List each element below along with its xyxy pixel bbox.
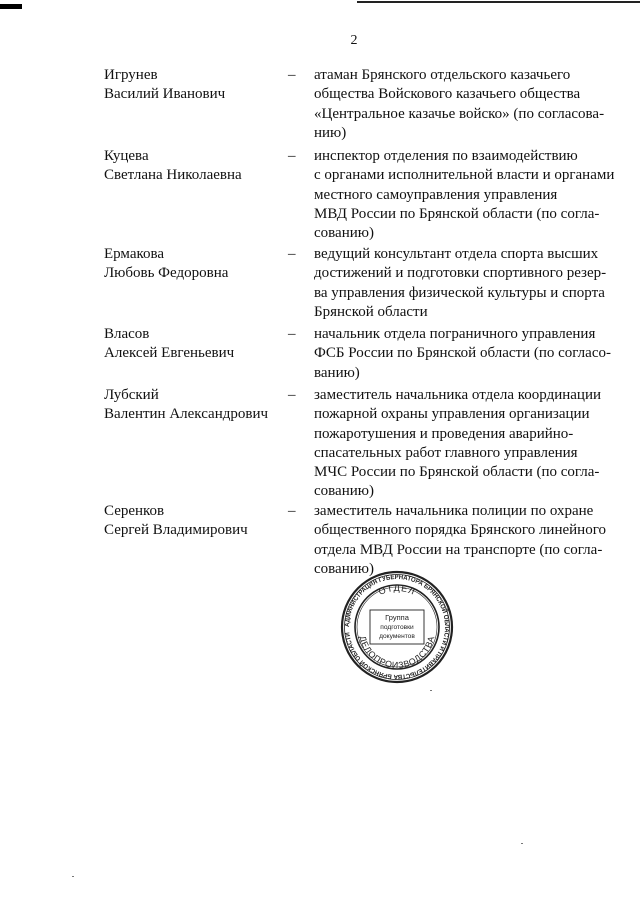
position-line: сованию): [314, 483, 374, 500]
member-given-names: Любовь Федоровна: [104, 265, 229, 281]
position-line: пожаротушения и проведения аварийно-: [314, 425, 574, 442]
position-line: сованию): [314, 560, 374, 577]
member-name: [104, 502, 284, 540]
position-line: местного самоуправления управления: [314, 186, 558, 203]
member-position: [314, 386, 612, 502]
position-line: Брянской области: [314, 303, 428, 320]
position-line: МЧС России по Брянской области (по согла-: [314, 464, 600, 481]
position-line: сованию): [314, 225, 374, 242]
member-given-names: Валентин Александрович: [104, 406, 269, 422]
position-line: инспектор отделения по взаимодействию: [314, 148, 578, 164]
position-line: общества Войскового казачьего общества: [314, 86, 581, 103]
position-line: ва управления физической культуры и спорта: [314, 284, 605, 301]
position-line: заместитель начальника отдела координации: [314, 387, 601, 403]
position-line: ванию): [314, 364, 360, 381]
member-given-names: Светлана Николаевна: [104, 167, 242, 183]
page-number: 2: [350, 33, 358, 48]
member-surname: Власов: [104, 326, 150, 342]
member-surname: Игрунев: [104, 67, 158, 83]
member-position: [314, 325, 612, 383]
position-line: спасательных работ главного управления: [314, 444, 578, 461]
seal-bottom-text: ДЕЛОПРОИЗВОДСТВА: [357, 634, 437, 671]
member-dash: –: [288, 326, 296, 342]
member-given-names: Сергей Владимирович: [104, 522, 248, 538]
scan-speck: [430, 690, 432, 691]
member-surname: Лубский: [104, 387, 159, 403]
member-dash: –: [288, 67, 296, 83]
member-dash: –: [288, 148, 296, 164]
member-position: [314, 245, 612, 322]
member-name: [104, 386, 284, 424]
member-position: [314, 502, 612, 579]
position-line: отдела МВД России на транспорте (по согла-: [314, 541, 603, 558]
position-line: «Центральное казачье войско» (по согласова-: [314, 105, 605, 122]
member-dash: –: [288, 246, 296, 262]
scan-edge-mark: [0, 4, 22, 9]
member-surname: Куцева: [104, 148, 149, 164]
member-dash: –: [288, 503, 296, 519]
position-line: достижений и подготовки спортивного резер-: [314, 265, 607, 282]
seal-center-line: Группа: [385, 613, 409, 622]
position-line: нию): [314, 124, 347, 141]
member-surname: Серенков: [104, 503, 165, 519]
member-dash: –: [288, 387, 296, 403]
position-line: ФСБ России по Брянской области (по согласо-: [314, 345, 611, 362]
top-rule: [357, 1, 640, 3]
member-name: [104, 245, 284, 283]
position-line: заместитель начальника полиции по охране: [314, 503, 594, 519]
member-name: [104, 325, 284, 363]
seal-outer-text: АДМИНИСТРАЦИЯ ГУБЕРНАТОРА БРЯНСКОЙ ОБЛАСТИ И ПРАВИТЕЛЬСТВА БРЯНСКОЙ ОБЛАСТИ: [343, 573, 451, 681]
scan-speck: [521, 843, 523, 844]
position-line: с органами исполнительной власти и органами: [314, 167, 615, 184]
member-given-names: Алексей Евгеньевич: [104, 345, 235, 361]
scan-speck: [72, 876, 74, 877]
member-position: [314, 147, 615, 243]
position-line: ведущий консультант отдела спорта высших: [314, 246, 599, 262]
member-position: [314, 66, 612, 143]
seal-center-line: документов: [379, 633, 415, 640]
seal-top-text: ОТДЕЛ: [377, 582, 418, 597]
position-line: атаман Брянского отдельского казачьего: [314, 67, 571, 83]
member-given-names: Василий Иванович: [104, 86, 226, 102]
official-seal-stamp: [340, 570, 454, 684]
position-line: начальник отдела пограничного управления: [314, 326, 596, 342]
member-surname: Ермакова: [104, 246, 165, 262]
seal-center-line: подготовки: [380, 624, 414, 631]
member-name: [104, 147, 284, 185]
position-line: общественного порядка Брянского линейного: [314, 522, 606, 539]
member-name: [104, 66, 284, 104]
position-line: МВД России по Брянской области (по согла-: [314, 205, 600, 222]
position-line: пожарной охраны управления организации: [314, 406, 590, 423]
